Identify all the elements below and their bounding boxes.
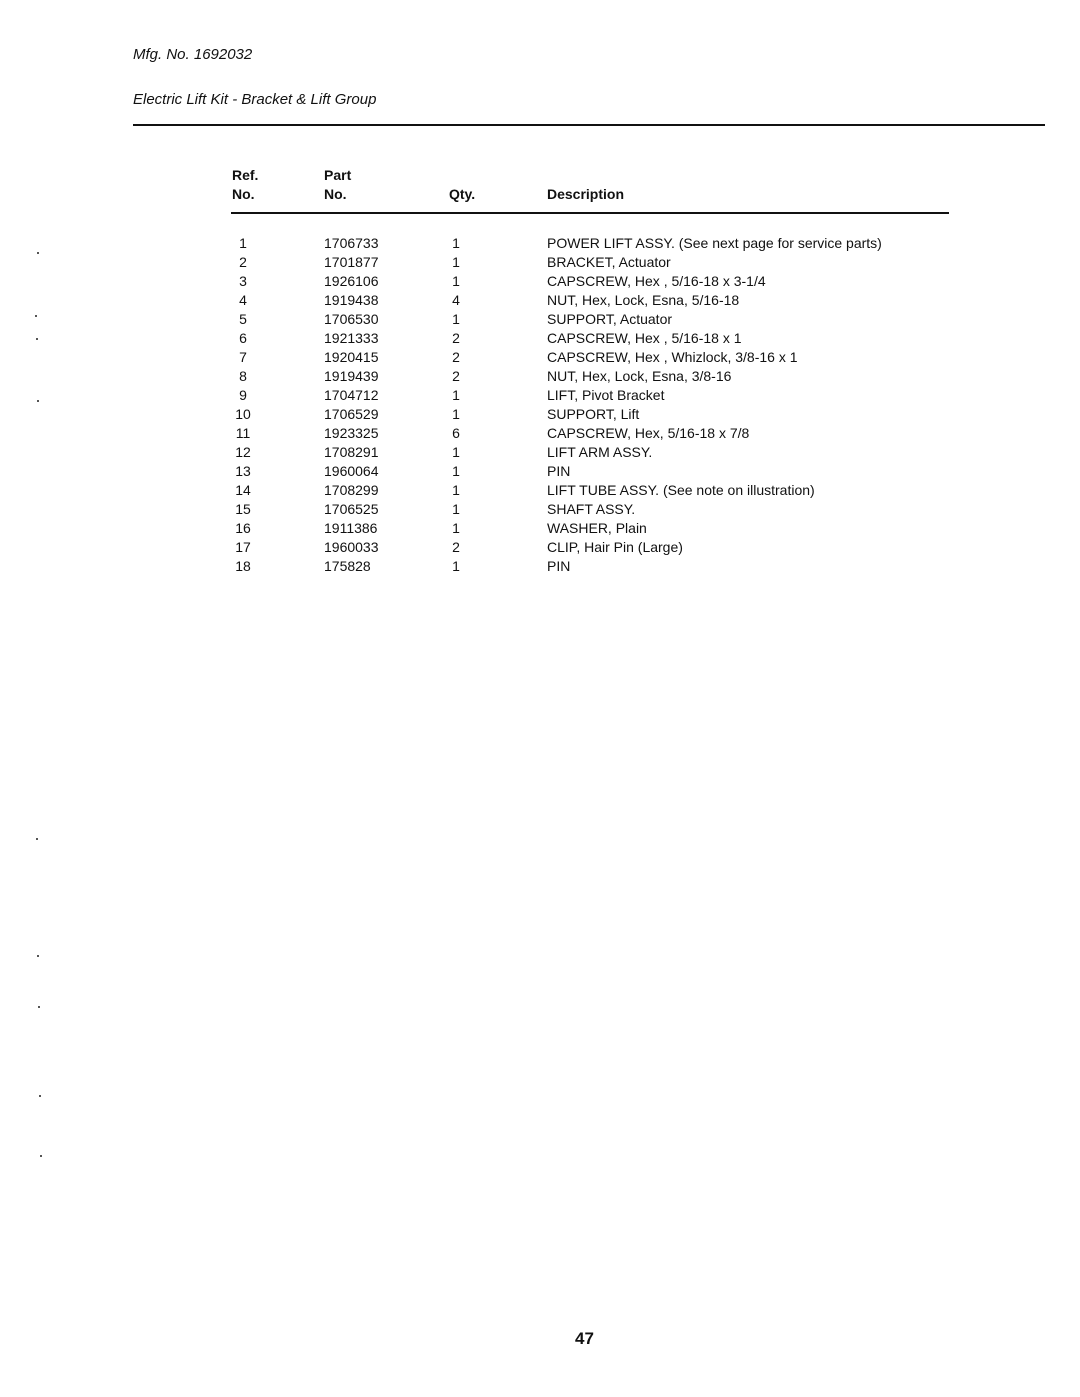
ref-number: 1 bbox=[239, 235, 247, 251]
description: WASHER, Plain bbox=[547, 520, 647, 536]
scan-speck bbox=[37, 955, 39, 957]
quantity: 2 bbox=[452, 539, 460, 555]
part-number: 1920415 bbox=[324, 349, 379, 365]
quantity: 1 bbox=[452, 311, 460, 327]
column-header-ref-line1: Ref. bbox=[232, 167, 259, 183]
ref-number: 6 bbox=[239, 330, 247, 346]
quantity: 2 bbox=[452, 330, 460, 346]
quantity: 1 bbox=[452, 235, 460, 251]
part-number: 1911386 bbox=[324, 520, 378, 536]
table-row bbox=[0, 405, 1080, 424]
ref-number: 8 bbox=[239, 368, 247, 384]
part-number: 1926106 bbox=[324, 273, 379, 289]
table-row bbox=[0, 481, 1080, 500]
description: SUPPORT, Lift bbox=[547, 406, 640, 422]
ref-number: 14 bbox=[235, 482, 251, 498]
table-row bbox=[0, 310, 1080, 329]
header-rule bbox=[231, 212, 949, 214]
quantity: 1 bbox=[452, 520, 460, 536]
table-row bbox=[0, 253, 1080, 272]
ref-number: 10 bbox=[235, 406, 251, 422]
column-header-part-line1: Part bbox=[324, 167, 352, 183]
ref-number: 13 bbox=[235, 463, 251, 479]
ref-number: 9 bbox=[239, 387, 247, 403]
ref-number: 15 bbox=[235, 501, 251, 517]
description: BRACKET, Actuator bbox=[547, 254, 671, 270]
top-rule bbox=[133, 124, 1045, 126]
table-row bbox=[0, 462, 1080, 481]
ref-number: 5 bbox=[239, 311, 247, 327]
ref-number: 7 bbox=[239, 349, 247, 365]
quantity: 1 bbox=[452, 482, 460, 498]
group-title: Electric Lift Kit - Bracket & Lift Group bbox=[133, 91, 377, 108]
scan-speck bbox=[37, 252, 39, 254]
scan-speck bbox=[35, 315, 37, 317]
parts-table bbox=[0, 234, 1080, 576]
description: PIN bbox=[547, 558, 571, 574]
part-number: 1708291 bbox=[324, 444, 379, 460]
part-number: 1706733 bbox=[324, 235, 379, 251]
table-row bbox=[0, 234, 1080, 253]
ref-number: 12 bbox=[235, 444, 251, 460]
quantity: 1 bbox=[452, 273, 460, 289]
table-row bbox=[0, 329, 1080, 348]
scan-speck bbox=[37, 400, 39, 402]
description: POWER LIFT ASSY. (See next page for service parts) bbox=[547, 235, 882, 251]
table-row bbox=[0, 291, 1080, 310]
quantity: 1 bbox=[452, 558, 460, 574]
part-number: 1923325 bbox=[324, 425, 379, 441]
description: SHAFT ASSY. bbox=[547, 501, 636, 517]
scan-speck bbox=[36, 338, 38, 340]
column-header-description: Description bbox=[547, 186, 625, 202]
table-row bbox=[0, 519, 1080, 538]
part-number: 1701877 bbox=[324, 254, 379, 270]
description: SUPPORT, Actuator bbox=[547, 311, 673, 327]
quantity: 1 bbox=[452, 387, 460, 403]
table-row bbox=[0, 538, 1080, 557]
description: LIFT, Pivot Bracket bbox=[547, 387, 665, 403]
quantity: 1 bbox=[452, 444, 460, 460]
ref-number: 11 bbox=[235, 425, 251, 441]
part-number: 1960064 bbox=[324, 463, 379, 479]
part-number: 1960033 bbox=[324, 539, 379, 555]
quantity: 1 bbox=[452, 406, 460, 422]
part-number: 1708299 bbox=[324, 482, 379, 498]
scan-speck bbox=[38, 1006, 40, 1008]
scan-speck bbox=[39, 1095, 41, 1097]
part-number: 1919439 bbox=[324, 368, 379, 384]
part-number: 1706525 bbox=[324, 501, 379, 517]
table-row bbox=[0, 443, 1080, 462]
description: CAPSCREW, Hex, 5/16-18 x 7/8 bbox=[547, 425, 750, 441]
quantity: 2 bbox=[452, 368, 460, 384]
part-number: 1921333 bbox=[324, 330, 379, 346]
column-header-ref bbox=[232, 166, 258, 204]
scan-speck bbox=[40, 1155, 42, 1157]
table-row bbox=[0, 500, 1080, 519]
page-number: 47 bbox=[575, 1329, 594, 1348]
part-number: 1704712 bbox=[324, 387, 379, 403]
quantity: 1 bbox=[452, 463, 460, 479]
quantity: 1 bbox=[452, 254, 460, 270]
table-row bbox=[0, 557, 1080, 576]
scan-speck bbox=[36, 838, 38, 840]
description: LIFT ARM ASSY. bbox=[547, 444, 653, 460]
ref-number: 18 bbox=[235, 558, 251, 574]
table-row bbox=[0, 272, 1080, 291]
part-number: 1706530 bbox=[324, 311, 379, 327]
column-header-part bbox=[324, 166, 351, 204]
table-row bbox=[0, 386, 1080, 405]
ref-number: 3 bbox=[239, 273, 247, 289]
column-header-qty: Qty. bbox=[449, 186, 476, 202]
quantity: 4 bbox=[452, 292, 460, 308]
table-row bbox=[0, 424, 1080, 443]
description: CAPSCREW, Hex , 5/16-18 x 3-1/4 bbox=[547, 273, 766, 289]
description: LIFT TUBE ASSY. (See note on illustration) bbox=[547, 482, 815, 498]
part-number: 1919438 bbox=[324, 292, 379, 308]
quantity: 6 bbox=[452, 425, 460, 441]
description: CAPSCREW, Hex , 5/16-18 x 1 bbox=[547, 330, 742, 346]
description: CAPSCREW, Hex , Whizlock, 3/8-16 x 1 bbox=[547, 349, 798, 365]
description: NUT, Hex, Lock, Esna, 5/16-18 bbox=[547, 292, 740, 308]
mfg-number: Mfg. No. 1692032 bbox=[133, 46, 253, 63]
column-header-part-line2: No. bbox=[324, 186, 347, 202]
description: PIN bbox=[547, 463, 571, 479]
table-row bbox=[0, 367, 1080, 386]
ref-number: 16 bbox=[235, 520, 251, 536]
quantity: 2 bbox=[452, 349, 460, 365]
table-row bbox=[0, 348, 1080, 367]
column-header-ref-line2: No. bbox=[232, 186, 255, 202]
quantity: 1 bbox=[452, 501, 460, 517]
description: CLIP, Hair Pin (Large) bbox=[547, 539, 683, 555]
ref-number: 4 bbox=[239, 292, 247, 308]
part-number: 1706529 bbox=[324, 406, 379, 422]
ref-number: 2 bbox=[239, 254, 247, 270]
part-number: 175828 bbox=[324, 558, 371, 574]
ref-number: 17 bbox=[235, 539, 251, 555]
description: NUT, Hex, Lock, Esna, 3/8-16 bbox=[547, 368, 732, 384]
